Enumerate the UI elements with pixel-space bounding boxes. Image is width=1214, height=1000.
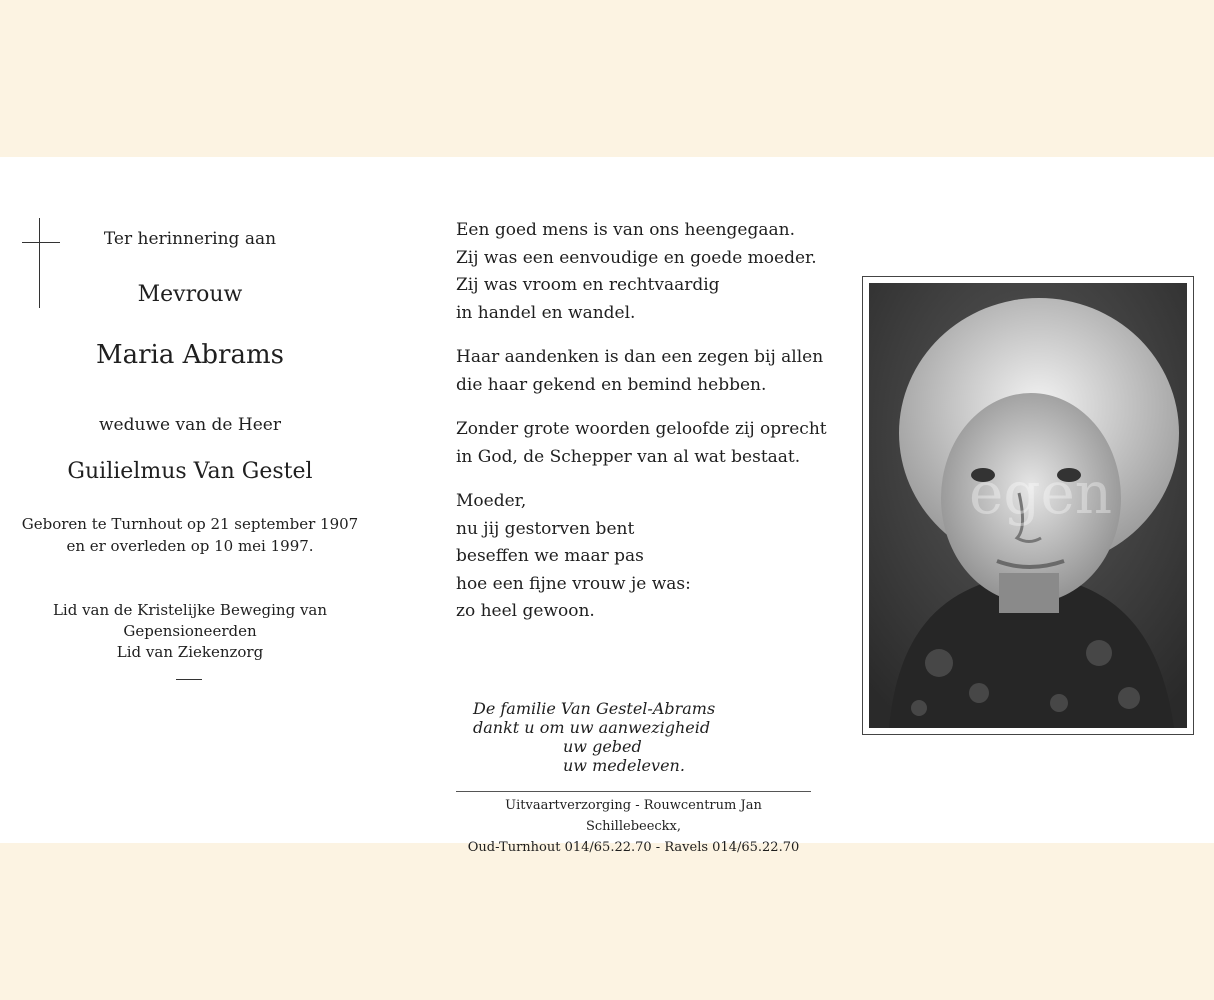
thanks-line: uw gebed xyxy=(563,737,642,756)
husband-name: Guilielmus Van Gestel xyxy=(67,459,313,484)
divider xyxy=(176,679,202,680)
born-line: Geboren te Turnhout op 21 september 1907 xyxy=(21,515,359,533)
member-line: Lid van Ziekenzorg xyxy=(116,643,264,661)
footer-divider xyxy=(456,791,811,792)
thanks-line: uw medeleven. xyxy=(563,756,685,775)
poem-line: beseffen we maar pas xyxy=(456,546,644,566)
poem-line: Zonder grote woorden geloofde zij oprecht xyxy=(456,419,827,439)
poem-line: Moeder, xyxy=(456,491,527,511)
title-text: Mevrouw xyxy=(137,282,243,307)
poem xyxy=(456,217,827,643)
poem-line: die haar gekend en bemind hebben. xyxy=(456,374,767,395)
poem-stanza xyxy=(456,344,827,399)
dates-block xyxy=(0,513,380,557)
widow-of-text: weduwe van de Heer xyxy=(99,415,281,435)
portrait-photo xyxy=(869,283,1187,728)
poem-line: in handel en wandel. xyxy=(456,302,636,323)
poem-line: zo heel gewoon. xyxy=(456,601,595,621)
poem-line: hoe een fijne vrouw je was: xyxy=(456,573,691,594)
memorial-card xyxy=(0,157,1214,855)
poem-line: Zij was een eenvoudige en goede moeder. xyxy=(456,247,817,268)
poem-line: in God, de Schepper van al wat bestaat. xyxy=(456,446,801,467)
poem-line: Zij was vroom en rechtvaardig xyxy=(456,275,720,295)
member-line: Lid van de Kristelijke Beweging van xyxy=(52,601,328,619)
member-line: Gepensioneerden xyxy=(123,622,257,640)
intro-text: Ter herinnering aan xyxy=(103,229,277,249)
portrait-frame xyxy=(862,276,1194,735)
membership-block xyxy=(0,600,380,663)
died-line: en er overleden op 10 mei 1997. xyxy=(66,537,314,555)
watermark: egen xyxy=(969,459,1113,527)
poem-stanza xyxy=(456,416,827,471)
poem-line: nu jij gestorven bent xyxy=(456,518,635,539)
poem-stanza xyxy=(456,217,827,327)
undertaker-line: Uitvaartverzorging - Rouwcentrum Jan Schillebeeckx, xyxy=(505,798,762,834)
poem-stanza xyxy=(456,488,827,626)
undertaker-info xyxy=(456,795,811,858)
family-thanks xyxy=(473,699,715,775)
undertaker-line: Oud-Turnhout 014/65.22.70 - Ravels 014/65.22.70 xyxy=(467,840,800,855)
thanks-line: De familie Van Gestel-Abrams xyxy=(473,699,716,718)
thanks-line: dankt u om uw aanwezigheid xyxy=(473,718,711,737)
poem-line: Haar aandenken is dan een zegen bij allen xyxy=(456,347,824,367)
poem-line: Een goed mens is van ons heengegaan. xyxy=(456,220,795,240)
deceased-name: Maria Abrams xyxy=(96,340,284,370)
